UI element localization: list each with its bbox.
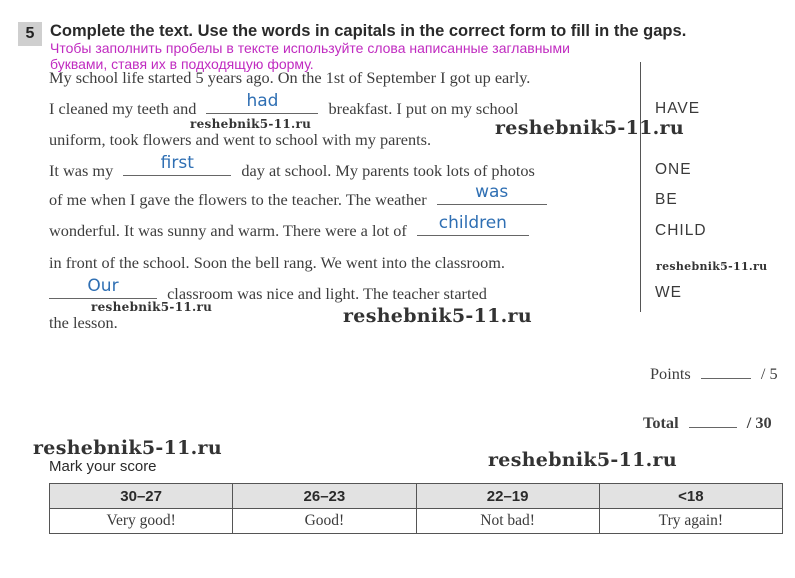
word-be: BE (655, 191, 678, 208)
text-line-6 (49, 213, 529, 241)
score-marks-row (50, 509, 783, 534)
gap-5 (49, 276, 157, 299)
score-mark: Try again! (599, 509, 782, 534)
text-line-1: My school life started 5 years ago. On the 1st of September I got up early. (49, 68, 531, 87)
watermark-6: reshebnik5-11.ru (33, 437, 222, 459)
text-line-4b: day at school. My parents took lots of photos (241, 161, 535, 180)
column-divider (640, 62, 641, 312)
text-line-5a: of me when I gave the flowers to the teacher. The weather (49, 190, 427, 209)
answer-2: first (160, 153, 194, 173)
gap-4 (417, 213, 529, 236)
answer-1: had (246, 91, 279, 111)
total-label: Total (643, 413, 679, 432)
score-ranges-row (50, 484, 783, 509)
text-line-9: the lesson. (49, 313, 118, 332)
translation-line-1: Чтобы заполнить пробелы в тексте используйте слова написанные заглавными (50, 40, 570, 56)
total-max: / 30 (746, 413, 772, 432)
watermark-4: reshebnik5-11.ru (91, 300, 213, 314)
text-line-8b: classroom was nice and light. The teacher started (167, 284, 487, 303)
answer-4: children (438, 213, 507, 233)
answer-3: was (475, 182, 509, 202)
score-range: 30–27 (50, 484, 233, 509)
points-row (650, 364, 778, 384)
translation-line-2: буквами, ставя их в подходящую форму. (50, 56, 314, 72)
text-line-4 (49, 153, 535, 181)
score-heading: Mark your score (49, 458, 157, 475)
score-mark: Good! (233, 509, 416, 534)
points-label: Points (650, 364, 691, 383)
watermark-2: reshebnik5-11.ru (495, 117, 684, 139)
watermark-3: reshebnik5-11.ru (656, 260, 768, 273)
word-we: WE (655, 284, 682, 301)
score-range: 22–19 (416, 484, 599, 509)
gap-1 (206, 91, 318, 114)
score-range: 26–23 (233, 484, 416, 509)
word-have: HAVE (655, 100, 701, 117)
text-line-5 (49, 182, 547, 210)
watermark-1: reshebnik5-11.ru (190, 117, 312, 131)
text-line-2b: breakfast. I put on my school (328, 99, 519, 118)
exercise-number: 5 (18, 22, 42, 46)
text-line-2a: I cleaned my teeth and (49, 99, 197, 118)
text-line-2 (49, 91, 519, 119)
word-child: CHILD (655, 222, 707, 239)
points-max: / 5 (760, 364, 778, 383)
gap-3 (437, 182, 547, 205)
points-gap (701, 368, 751, 379)
score-range: <18 (599, 484, 782, 509)
exercise-title: Complete the text. Use the words in capitals in the correct form to fill in the gaps. (50, 22, 687, 40)
score-table (49, 483, 783, 534)
text-line-4a: It was my (49, 161, 114, 180)
text-line-3: uniform, took flowers and went to school with my parents. (49, 130, 432, 149)
score-mark: Not bad! (416, 509, 599, 534)
answer-5: Our (87, 276, 119, 296)
total-row (643, 413, 772, 433)
score-mark: Very good! (50, 509, 233, 534)
word-one: ONE (655, 161, 692, 178)
text-line-7: in front of the school. Soon the bell rang. We went into the classroom. (49, 253, 505, 272)
gap-2 (123, 153, 231, 176)
text-line-6a: wonderful. It was sunny and warm. There were a lot of (49, 221, 407, 240)
watermark-5: reshebnik5-11.ru (343, 305, 532, 327)
watermark-7: reshebnik5-11.ru (488, 449, 677, 471)
total-gap (689, 417, 737, 428)
